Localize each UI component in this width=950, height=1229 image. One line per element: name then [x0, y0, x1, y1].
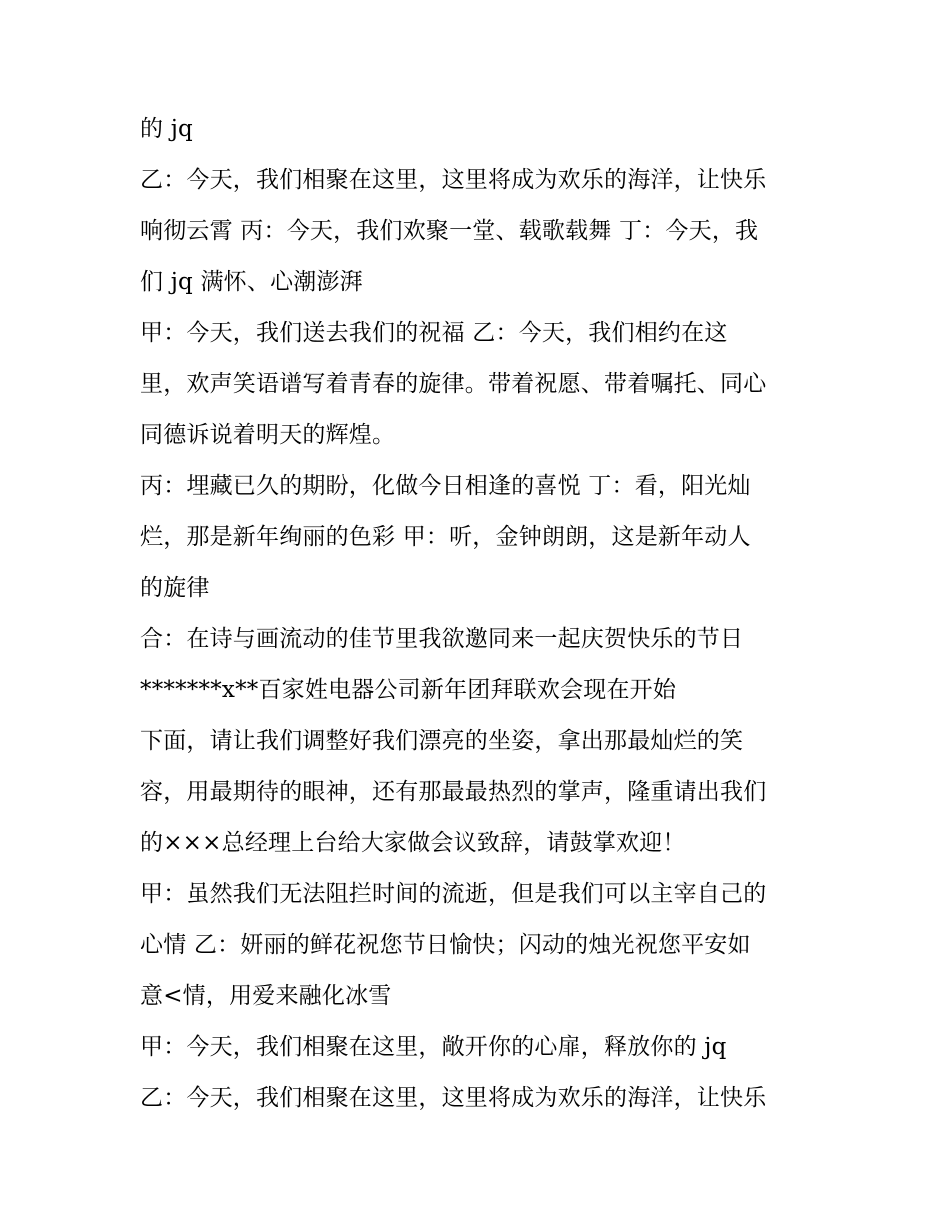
text-line: 响彻云霄 丙：今天，我们欢聚一堂、载歌载舞 丁：今天，我 — [140, 218, 759, 244]
text-line: 的×××总经理上台给大家做会议致辞，请鼓掌欢迎！ — [140, 830, 686, 856]
text-line: 心情 乙：妍丽的鲜花祝您节日愉快；闪动的烛光祝您平安如 — [140, 932, 751, 958]
text-line: 下面，请让我们调整好我们漂亮的坐姿，拿出那最灿烂的笑 — [140, 728, 744, 754]
text-line: *******x**百家姓电器公司新年团拜联欢会现在开始 — [140, 677, 677, 703]
text-line: 丙：埋藏已久的期盼，化做今日相逢的喜悦 丁：看，阳光灿 — [140, 473, 751, 499]
text-line: 们 jq 满怀、心潮澎湃 — [140, 269, 363, 295]
text-line: 的旋律 — [140, 575, 210, 601]
text-line: 烂，那是新年绚丽的色彩 甲：听，金钟朗朗，这是新年动人 — [140, 524, 751, 550]
text-line: 的 jq — [140, 116, 193, 142]
text-line: 甲：虽然我们无法阻拦时间的流逝，但是我们可以主宰自己的 — [140, 881, 767, 907]
text-line: 乙：今天，我们相聚在这里，这里将成为欢乐的海洋，让快乐 — [140, 167, 767, 193]
text-line: 甲：今天，我们相聚在这里，敞开你的心扉，释放你的 jq — [140, 1034, 727, 1060]
text-line: 里，欢声笑语谱写着青春的旋律。带着祝愿、带着嘱托、同心 — [140, 371, 767, 397]
text-line: 乙：今天，我们相聚在这里，这里将成为欢乐的海洋，让快乐 — [140, 1085, 767, 1111]
text-line: 甲：今天，我们送去我们的祝福 乙：今天，我们相约在这 — [140, 320, 728, 346]
text-line: 意<情，用爱来融化冰雪 — [140, 983, 392, 1009]
text-line: 同德诉说着明天的辉煌。 — [140, 422, 396, 448]
document-body — [140, 104, 820, 1124]
text-line: 容，用最期待的眼神，还有那最最热烈的掌声，隆重请出我们 — [140, 779, 767, 805]
text-line: 合：在诗与画流动的佳节里我欲邀同来一起庆贺快乐的节日 — [140, 626, 744, 652]
